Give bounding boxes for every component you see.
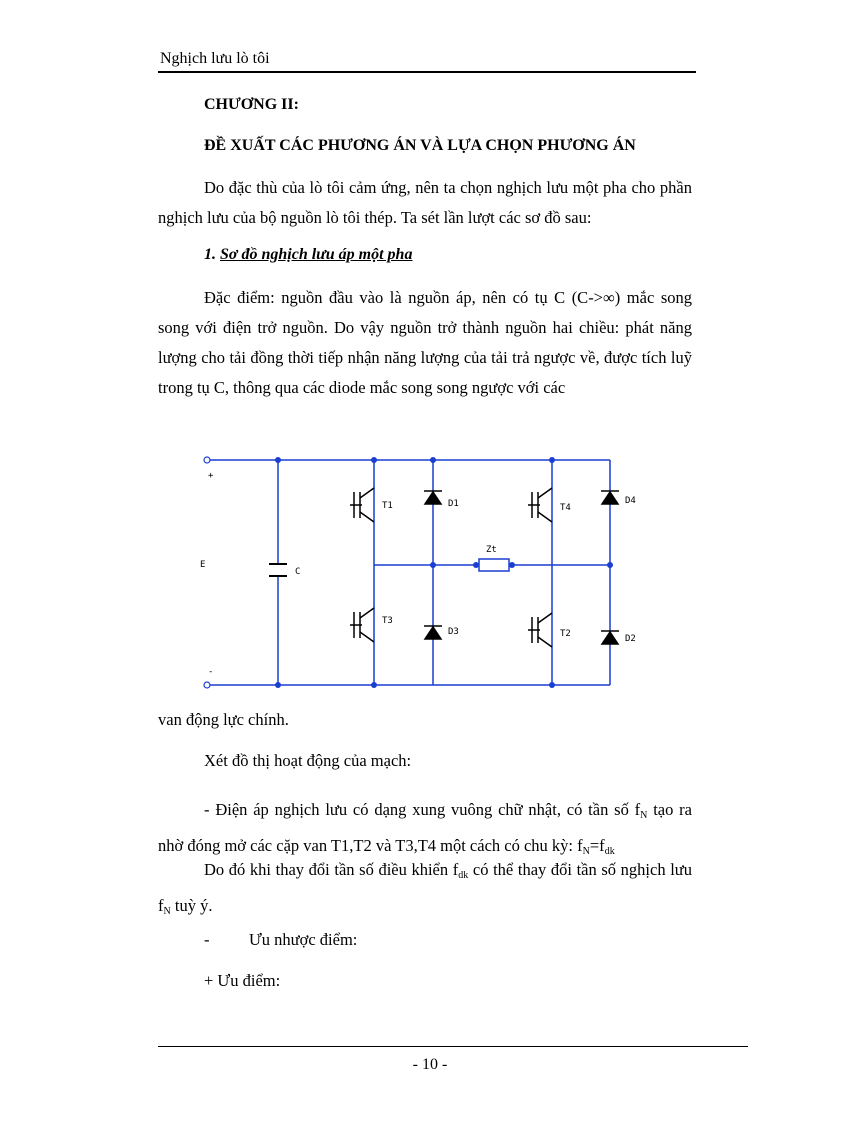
section-heading (204, 246, 412, 264)
freq-sub-1: N (640, 810, 648, 821)
ctrl-sub-2: N (163, 906, 171, 917)
pros-cons-heading: Ưu nhược điểm: (249, 930, 358, 949)
footer-rule (158, 1046, 748, 1047)
section-title: Sơ đồ nghịch lưu áp một pha (220, 246, 413, 263)
control-paragraph (158, 855, 692, 927)
d3-label: D3 (448, 627, 459, 637)
d2-label: D2 (625, 634, 636, 644)
minus-terminal-label: - (208, 667, 214, 677)
d4-label: D4 (625, 496, 636, 506)
freq-text-1: - Điện áp nghịch lưu có dạng xung vuông chữ nhật, có tần số f (204, 800, 641, 819)
advantages-heading: + Ưu điểm: (204, 971, 281, 990)
after-circuit-text: van động lực chính. (158, 710, 289, 729)
load-label: Zt (486, 545, 497, 555)
graph-intro-text: Xét đồ thị hoạt động của mạch: (204, 751, 412, 770)
section-number: 1. (204, 246, 216, 263)
ctrl-sub-1: dk (458, 870, 469, 881)
t4-label: T4 (560, 503, 571, 513)
freq-text-2: tạo ra nhờ đóng mở các cặp van T1,T2 và T3,T4 một cách có chu kỳ: f (158, 800, 692, 855)
bullet-dash: - (204, 930, 210, 949)
ctrl-text-2: có thể thay đổi tần số nghịch lưu f (158, 860, 692, 915)
ctrl-text-3: tuỳ ý. (170, 896, 213, 915)
features-paragraph: Đặc điểm: nguồn đầu vào là nguồn áp, nên có tụ C (C->∞) mắc song song với điện trở nguồn. Do vậy nguồn trở thành nguồn hai chiều: phát năng lượng cho tải đồng thời tiếp nhận năng lượng của tải trả ngược về, được tích luỹ trong tụ C, thông qua các diode mắc song song ngược với các (158, 288, 692, 397)
plus-terminal-label: + (208, 471, 214, 481)
inverter-circuit-diagram (196, 442, 636, 696)
freq-sub-2: N (582, 846, 590, 857)
header-rule (158, 71, 696, 73)
freq-text-3: =f (589, 836, 605, 855)
intro-paragraph: Do đặc thù của lò tôi cảm ứng, nên ta chọn nghịch lưu một pha cho phần nghịch lưu của bộ nguồn lò tôi thép. Ta sét lần lượt các sơ đồ sau: (158, 178, 692, 227)
freq-sub-3: dk (604, 846, 615, 857)
source-label: E (200, 560, 206, 570)
chapter-subtitle: ĐỀ XUẤT CÁC PHƯƠNG ÁN VÀ LỰA CHỌN PHƯƠNG ÁN (204, 137, 636, 154)
d1-label: D1 (448, 499, 459, 509)
capacitor-label: C (295, 567, 301, 577)
t3-label: T3 (382, 616, 393, 626)
ctrl-text-1: Do đó khi thay đổi tần số điều khiển f (204, 860, 459, 879)
t2-label: T2 (560, 629, 571, 639)
chapter-heading: CHƯƠNG II: (204, 96, 299, 113)
page-header-title: Nghịch lưu lò tôi (160, 50, 270, 67)
t1-label: T1 (382, 501, 393, 511)
page-number: - 10 - (412, 1056, 448, 1073)
